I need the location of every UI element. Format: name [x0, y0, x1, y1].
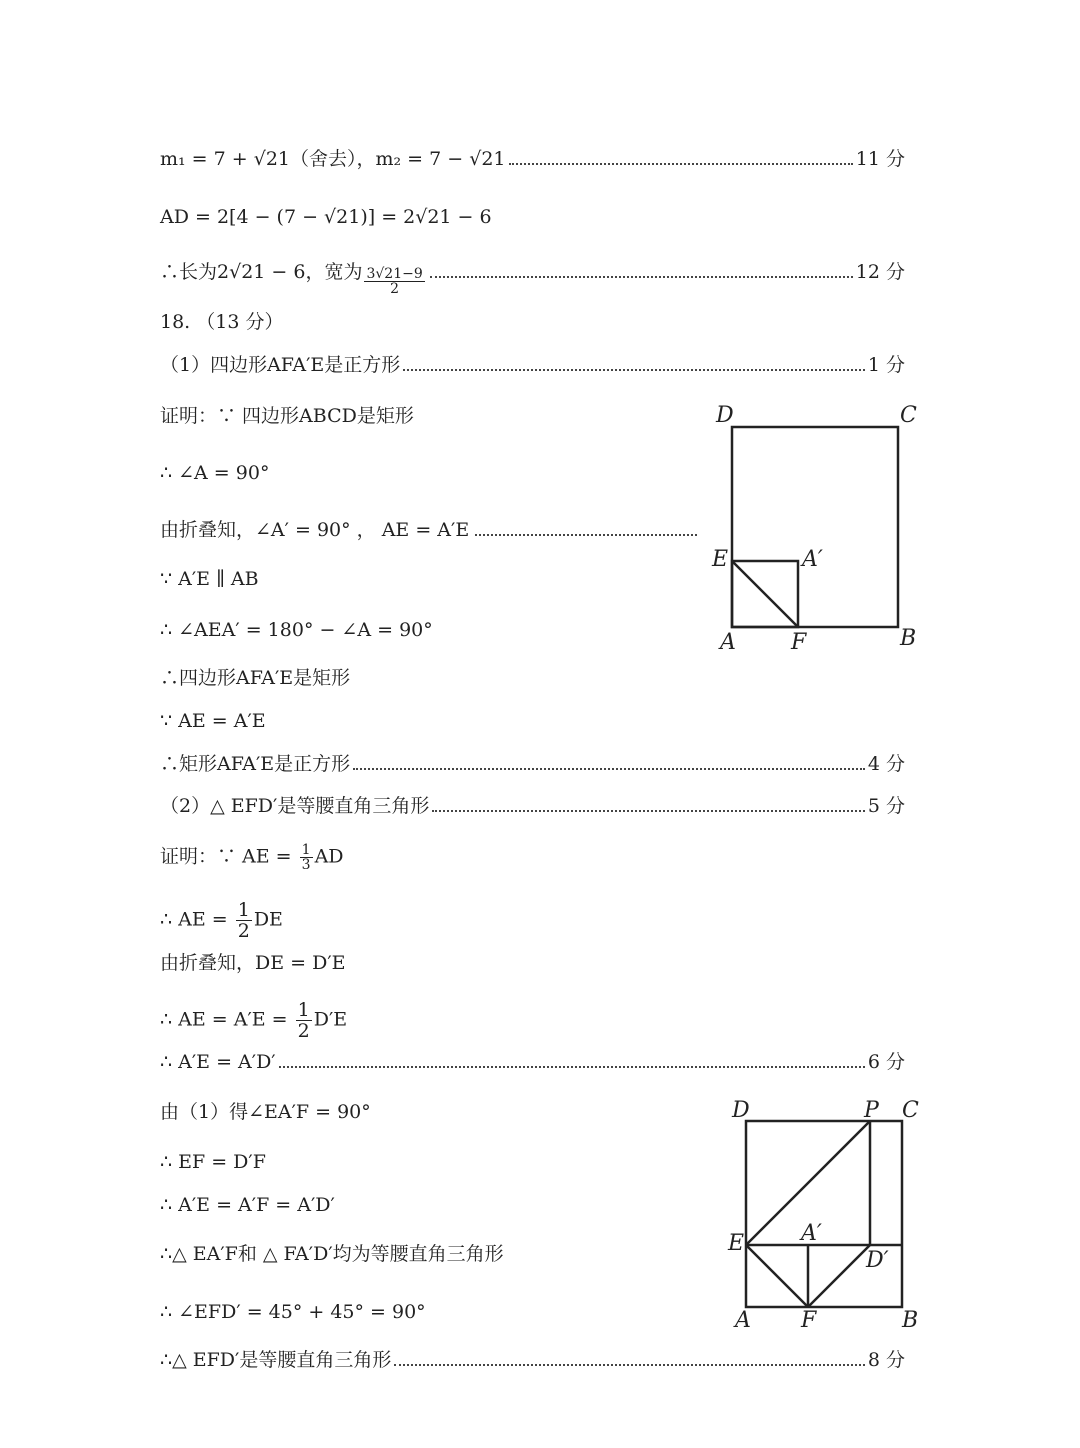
question-heading	[160, 310, 283, 334]
label-f: F	[801, 1308, 817, 1333]
label-d: D	[732, 1098, 750, 1123]
answer-line	[160, 353, 905, 377]
answer-line	[160, 1193, 335, 1217]
dot-leader	[432, 810, 865, 812]
line-text: ∴ ∠A = 90°	[160, 462, 270, 484]
geometry-figure-2	[720, 1095, 930, 1340]
dot-leader	[475, 534, 697, 536]
line-text: ∴ EF = D′F	[160, 1151, 266, 1173]
answer-line	[160, 951, 346, 975]
rectangle-abcd	[746, 1121, 902, 1307]
answer-line	[160, 843, 344, 872]
fraction-numerator: 3√21−9	[366, 266, 423, 282]
fraction	[236, 900, 252, 941]
fraction-denominator: 2	[237, 920, 250, 942]
dot-leader	[403, 369, 865, 371]
line-text: 由折叠知，∠A′ = 90° ， AE = A′E	[160, 519, 470, 541]
geometry-figure-1	[700, 395, 930, 660]
label-e: E	[712, 547, 729, 572]
line-text: 18. （13 分）	[160, 311, 284, 333]
fraction	[300, 843, 313, 872]
rectangle-abcd	[732, 427, 898, 627]
answer-line	[160, 1050, 905, 1074]
line-text: AD = 2[4 − (7 − √21)] = 2√21 − 6	[160, 206, 492, 228]
answer-line	[160, 147, 905, 171]
fraction-numerator: 1	[237, 899, 250, 921]
answer-line	[160, 461, 269, 485]
label-c: C	[902, 1098, 919, 1123]
score: 11 分	[855, 148, 905, 170]
answer-line	[160, 1300, 426, 1324]
label-a: A	[735, 1308, 751, 1333]
label-d-prime: D′	[866, 1248, 889, 1273]
answer-line	[160, 205, 492, 229]
answer-line	[160, 666, 350, 690]
line-text: ∵ AE = A′E	[160, 710, 266, 732]
fraction-numerator: 1	[301, 842, 311, 858]
line-text: ∴△ EA′F和 △ FA′D′均为等腰直角三角形	[160, 1243, 504, 1265]
dot-leader	[353, 768, 865, 770]
label-e: E	[728, 1231, 745, 1256]
answer-line	[160, 404, 414, 428]
answer-line	[160, 1100, 371, 1124]
line-text: ∴矩形AFA′E是正方形	[160, 753, 351, 775]
line-text: 由（1）得∠EA′F = 90°	[160, 1101, 371, 1123]
dot-leader	[509, 163, 853, 165]
line-text: ∴ AE =	[160, 908, 234, 931]
score: 6 分	[867, 1051, 905, 1073]
line-text: D′E	[313, 1008, 348, 1031]
label-f: F	[791, 630, 807, 655]
score: 4 分	[867, 753, 905, 775]
segment-ef	[746, 1245, 808, 1307]
label-b: B	[900, 626, 917, 651]
score: 12 分	[855, 261, 905, 283]
answer-line	[160, 1000, 347, 1041]
line-text: ∴ A′E = A′D′	[160, 1051, 276, 1073]
answer-line	[160, 709, 266, 733]
line-text: m₁ = 7 + √21（舍去），m₂ = 7 − √21	[160, 148, 506, 170]
fraction	[296, 1000, 312, 1041]
label-a: A	[720, 630, 736, 655]
line-text: 证明：∵ 四边形ABCD是矩形	[160, 405, 414, 427]
line-text: AD	[314, 845, 344, 868]
label-a-prime: A′	[802, 547, 823, 572]
line-text: ∴ A′E = A′F = A′D′	[160, 1194, 335, 1216]
dot-leader	[394, 1364, 865, 1366]
fraction-denominator: 2	[390, 281, 400, 297]
line-text: DE	[253, 908, 283, 931]
answer-line	[160, 518, 700, 542]
line-text: ∴ AE = A′E =	[160, 1008, 294, 1031]
line-text: ∴ ∠AEA′ = 180° − ∠A = 90°	[160, 619, 433, 641]
fraction-numerator: 1	[297, 999, 310, 1021]
line-text: ∴ ∠EFD′ = 45° + 45° = 90°	[160, 1301, 426, 1323]
answer-line	[160, 1242, 504, 1266]
fraction	[364, 267, 424, 296]
line-text: （2）△ EFD′是等腰直角三角形	[160, 795, 430, 817]
line-text: （1）四边形AFA′E是正方形	[160, 354, 401, 376]
label-d: D	[716, 403, 734, 428]
dot-leader	[279, 1066, 865, 1068]
answer-line	[160, 794, 905, 818]
answer-line	[160, 900, 283, 941]
fraction-denominator: 2	[297, 1020, 310, 1042]
segment-fd1	[808, 1245, 870, 1307]
line-text: ∴长为2√21 − 6，宽为	[160, 261, 363, 283]
label-p: P	[864, 1098, 879, 1123]
score: 1 分	[867, 354, 905, 376]
line-text: 由折叠知，DE = D′E	[160, 952, 346, 974]
score: 8 分	[867, 1349, 905, 1371]
fraction-denominator: 3	[301, 857, 311, 873]
score: 5 分	[867, 795, 905, 817]
line-text: ∴四边形AFA′E是矩形	[160, 667, 351, 689]
answer-line	[160, 618, 433, 642]
label-a-prime: A′	[801, 1221, 822, 1246]
line-text: ∵ A′E ∥ AB	[160, 568, 259, 590]
answer-line	[160, 567, 259, 591]
answer-line	[160, 1150, 266, 1174]
answer-line	[160, 752, 905, 776]
answer-line	[160, 260, 905, 296]
label-c: C	[900, 403, 917, 428]
segment-ef	[732, 561, 798, 627]
label-b: B	[902, 1308, 919, 1333]
answer-line	[160, 1348, 905, 1372]
line-text: 证明：∵ AE =	[160, 845, 298, 868]
dot-leader	[430, 276, 853, 278]
line-text: ∴△ EFD′是等腰直角三角形	[160, 1349, 392, 1371]
